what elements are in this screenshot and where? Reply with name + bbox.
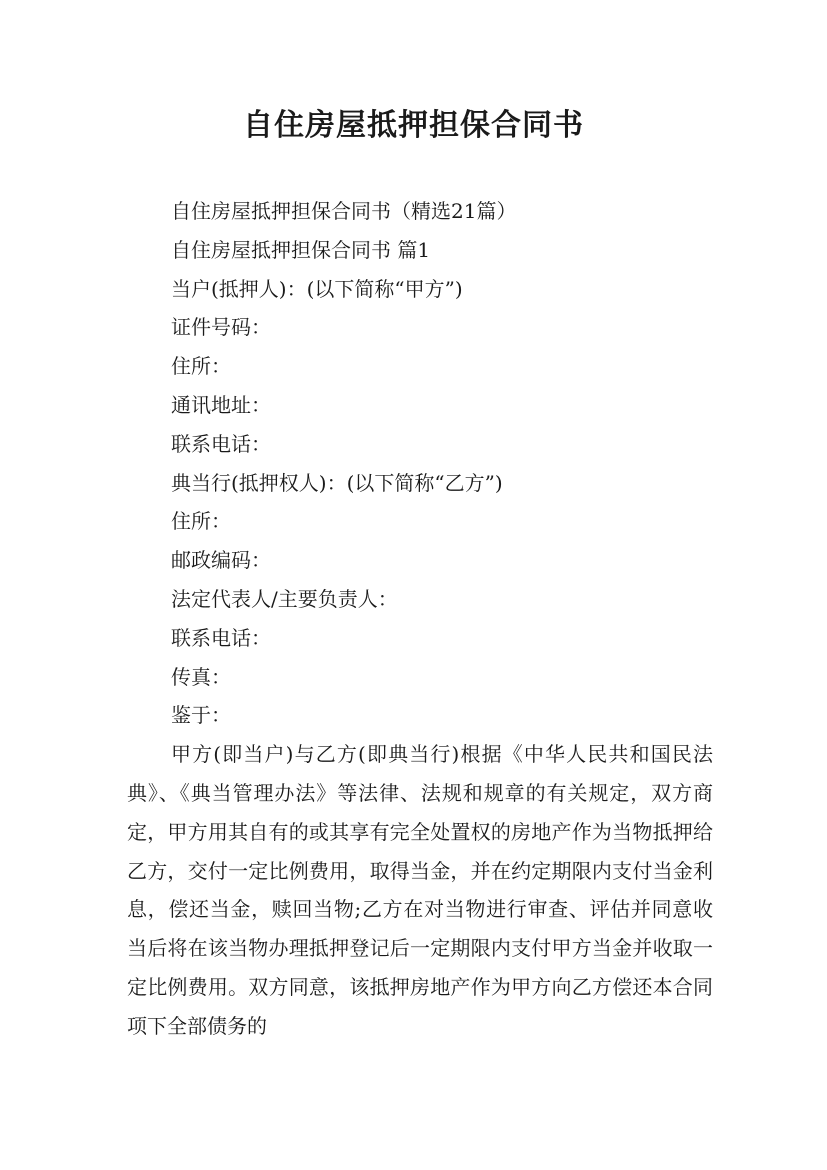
- postal-code-field: 邮政编码：: [171, 548, 271, 573]
- party-a-line: 当户(抵押人)：(以下简称“甲方”): [171, 276, 463, 301]
- legal-representative-field: 法定代表人/主要负责人：: [171, 586, 398, 611]
- party-a-phone-field: 联系电话：: [171, 431, 271, 456]
- whereas-line: 鉴于：: [171, 703, 231, 728]
- section-heading: 自住房屋抵押担保合同书 篇1: [171, 237, 431, 262]
- subtitle-line: 自住房屋抵押担保合同书（精选21篇）: [171, 199, 517, 223]
- document-body: [127, 192, 713, 1046]
- body-paragraph: 甲方(即当户)与乙方(即典当行)根据《中华人民共和国民法典》、《典当管理办法》等法律、法规和规章的有关规定，双方商定，甲方用其自有的或其享有完全处置权的房地产作为当物抵押给乙方，交付一定比例费用，取得当金，并在约定期限内支付当金利息，偿还当金，赎回当物;乙方在对当物进行审查、评估并同意收当后将在该当物办理抵押登记后一定期限内支付甲方当金并收取一定比例费用。双方同意，该抵押房地产作为甲方向乙方偿还本合同项下全部债务的: [127, 742, 713, 1038]
- id-number-field: 证件号码：: [171, 315, 271, 340]
- party-b-line: 典当行(抵押权人)：(以下简称“乙方”): [171, 470, 503, 495]
- mailing-address-field: 通讯地址：: [171, 392, 271, 417]
- party-a-address-field: 住所：: [171, 354, 231, 379]
- fax-field: 传真：: [171, 664, 231, 689]
- party-b-address-field: 住所：: [171, 509, 231, 534]
- document-title: 自住房屋抵押担保合同书: [243, 108, 584, 143]
- party-b-phone-field: 联系电话：: [171, 625, 271, 650]
